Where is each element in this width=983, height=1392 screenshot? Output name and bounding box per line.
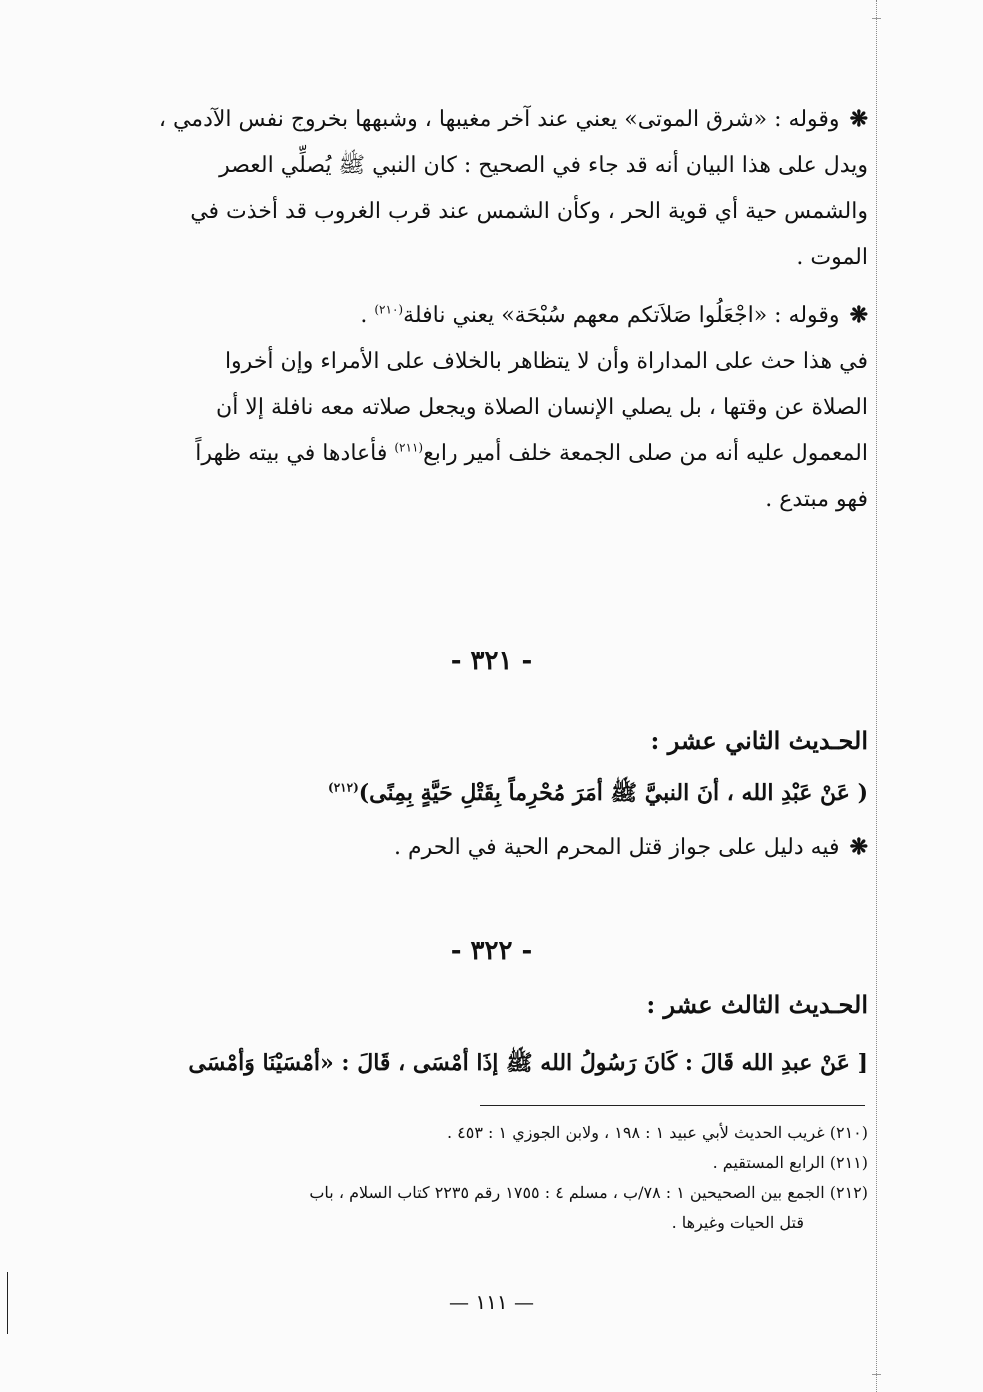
hadith-note: ❋فيه دليل على جواز قتل المحرم الحية في الحرم . (394, 834, 868, 860)
hadith-section-13 (120, 982, 868, 1086)
footnote-ref: (٢١٢) (328, 780, 359, 795)
paragraph-line: فهو مبتدع . (765, 487, 868, 512)
commentary-block-2 (120, 292, 868, 523)
footnote-ref: (٢١١) (394, 440, 424, 455)
asterisk-marker: ❋ (849, 106, 868, 132)
paragraph-line: في هذا حث على المداراة وأن لا يتظاهر بالخلاف على الأمراء وإن أخروا (224, 349, 868, 374)
hadith-section-12 (120, 718, 868, 871)
paragraph-line: ❋وقوله : «شرق الموتى» يعني عند آخر مغيبها ، وشبهها بخروج نفس الآدمي ، (158, 106, 868, 132)
paragraph-line: ❋وقوله : «اجْعَلُوا صَلاَتكم معهم سُبْحَة» يعني نافلة$^{(٢١٠)}$ . (360, 302, 868, 328)
margin-tick (872, 18, 881, 19)
footnote-continuation: قتل الحيات وغيرها . (671, 1213, 804, 1232)
footnote-separator (480, 1105, 865, 1106)
paragraph-line: والشمس حية أي قوية الحر ، وكأن الشمس عند قرب الغروب قد أخذت في (190, 199, 868, 224)
page-number: — ١١١ — (449, 1290, 534, 1314)
margin-guide-line (876, 0, 877, 1392)
paragraph-line: الصلاة عن وقتها ، بل يصلي الإنسان الصلاة ويجعل صلاته معه نافلة إلا أن (216, 395, 868, 420)
margin-tick (872, 1374, 881, 1375)
footnotes (120, 1118, 868, 1238)
hadith-number: - ٣٢١ - (450, 646, 533, 676)
hadith-number: - ٣٢٢ - (450, 936, 533, 966)
footnote-ref: (٢١٠) (374, 302, 404, 317)
section-heading: الحـديث الثاني عشر : (650, 726, 868, 755)
hadith-text: ( عَنْ عَبْدِ الله ، أنَ النبيَّ ﷺ أمَرَ مُحْرِماً بِقَتْلِ حَيَّةٍ بِمِنًى)$^{(٢١٢)}$ (328, 780, 868, 806)
paragraph-line: ويدل على هذا البيان أنه قد جاء في الصحيح : كان النبي ﷺ يُصلِّي العصر (219, 153, 868, 178)
hadith-text: [ عَنْ عبدِ الله قَالَ : كَانَ رَسُولُ الله ﷺ إذَا أمْسَى ، قَالَ : «أمْسَيْنَا وَأمْسَى (188, 1050, 868, 1076)
footnote: (٢١٢) الجمع بين الصحيحين ١ : ٧٨/ب ، مسلم ٤ : ١٧٥٥ رقم ٢٢٣٥ كتاب السلام ، باب (309, 1183, 868, 1202)
footnote: (٢١١) الرابع المستقيم . (712, 1153, 868, 1172)
paragraph-line: المعمول عليه أنه من صلى الجمعة خلف أمير رابع$^{(٢١١)}$ فأعادها في بيته ظهراً (195, 440, 868, 466)
paragraph-line: الموت . (796, 245, 868, 270)
asterisk-marker: ❋ (849, 834, 868, 860)
asterisk-marker: ❋ (849, 302, 868, 328)
commentary-block-1 (120, 96, 868, 281)
section-heading: الحـديث الثالث عشر : (646, 990, 868, 1019)
footnote: (٢١٠) غريب الحديث لأبي عبيد ١ : ١٩٨ ، ولابن الجوزي ١ : ٤٥٣ . (447, 1123, 868, 1142)
